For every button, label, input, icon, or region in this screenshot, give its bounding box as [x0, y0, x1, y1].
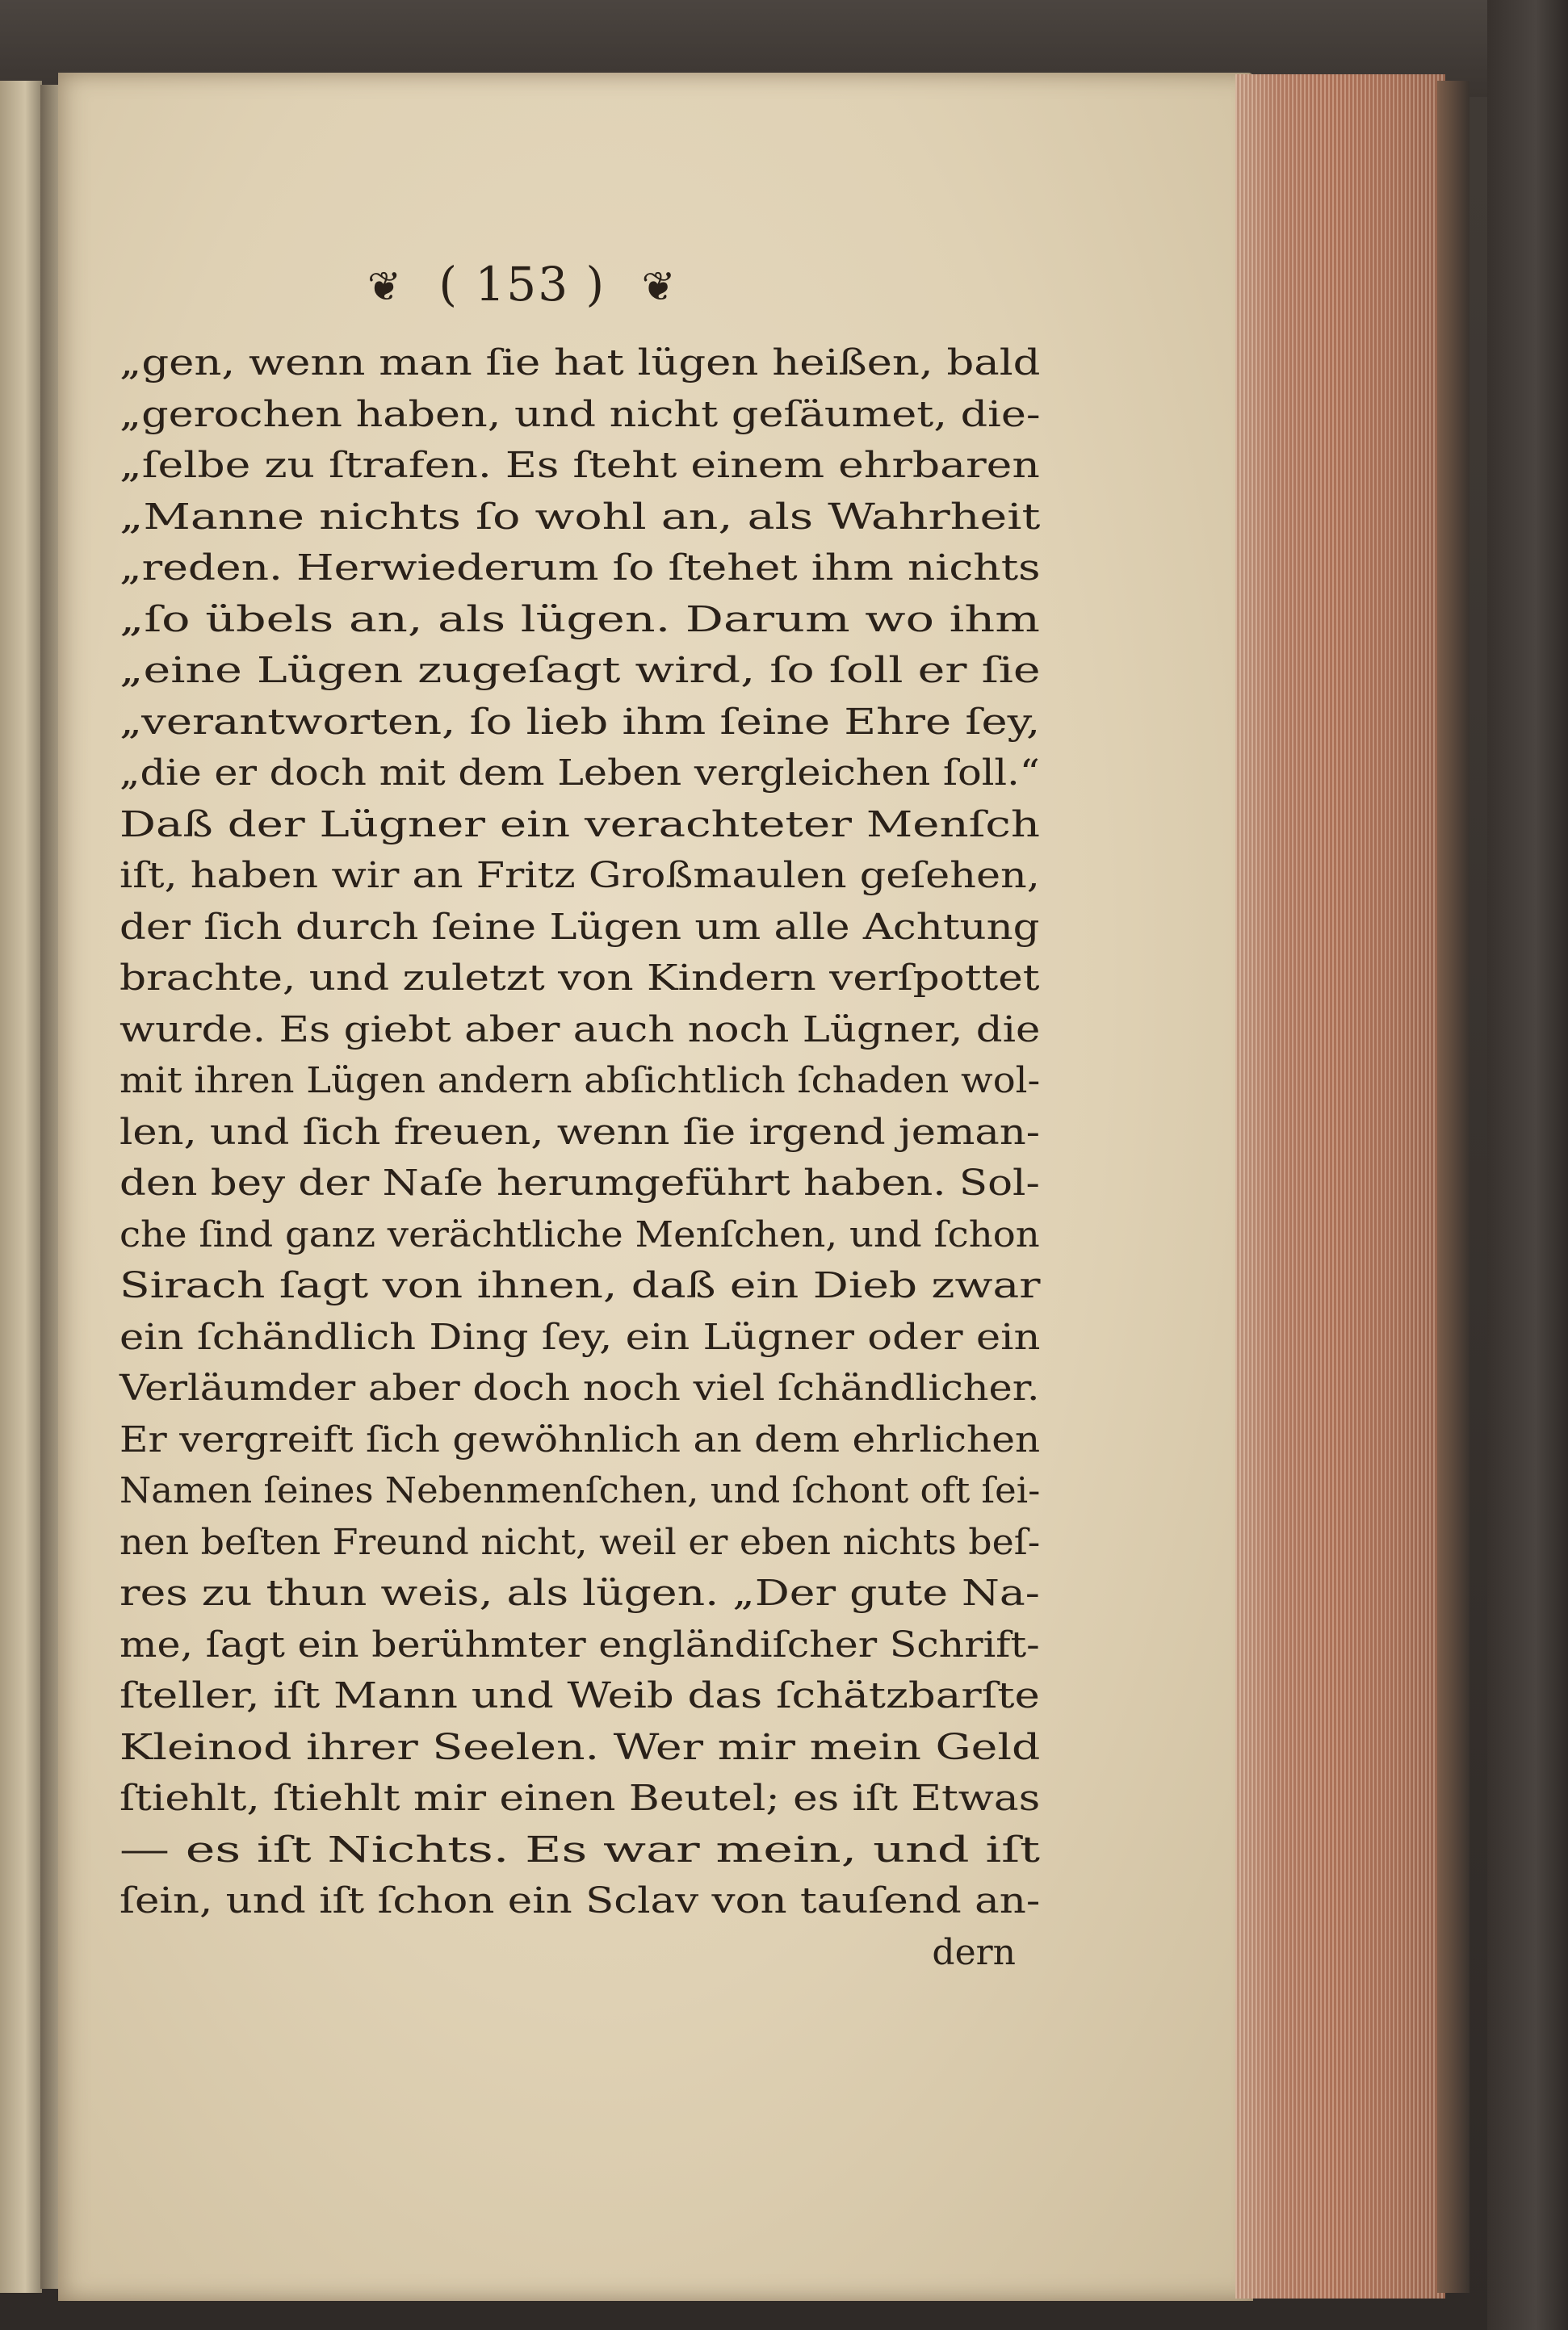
text-line: „reden. Herwiederum ſo ſtehet ihm nichts — [119, 547, 1041, 589]
text-line: „verantworten, ſo lieb ihm ſeine Ehre ſey, — [119, 701, 1041, 743]
text-line: der ſich durch ſeine Lügen um alle Achtung — [119, 906, 1040, 948]
text-line: che ſind ganz verächtliche Menſchen, und ſchon — [119, 1213, 1040, 1255]
page-number: ( 153 ) — [438, 257, 606, 312]
text-line: Verläumder aber doch noch viel ſchändlicher. — [119, 1368, 1040, 1409]
right-ornament-icon: ❦ — [641, 263, 677, 310]
text-line: „ſo übels an, als lügen. Darum wo ihm — [119, 598, 1040, 640]
text-line: „gen, wenn man ſie hat lügen heißen, bald — [119, 342, 1041, 383]
text-line: „Manne nichts ſo wohl an, als Wahrheit — [119, 496, 1041, 538]
text-line: ſtiehlt, ſtiehlt mir einen Beutel; es iſt Etwas — [119, 1778, 1041, 1819]
text-line: res zu thun weis, als lügen. „Der gute Na- — [119, 1573, 1040, 1614]
text-line: Er vergreift ſich gewöhnlich an dem ehrlichen — [119, 1419, 1041, 1460]
text-line: mit ihren Lügen andern abſichtlich ſchaden wol- — [119, 1060, 1041, 1101]
page-fore-edge — [1235, 74, 1445, 2299]
text-line: Kleinod ihrer Seelen. Wer mir mein Geld — [119, 1726, 1041, 1768]
text-line: Daß der Lügner ein verachteter Menſch — [119, 803, 1040, 845]
text-line: me, ſagt ein berühmter engländiſcher Schrift- — [119, 1624, 1040, 1666]
text-line: Sirach ſagt von ihnen, daß ein Dieb zwar — [119, 1265, 1041, 1306]
catchword: dern — [932, 1931, 1016, 1973]
text-line: brachte, und zuletzt von Kindern verſpottet — [119, 958, 1040, 999]
text-line: Namen ſeines Nebenmenſchen, und ſchont oft ſei- — [119, 1470, 1041, 1511]
book-cover-right — [1487, 0, 1568, 2330]
text-line: ſein, und iſt ſchon ein Sclav von tauſend an- — [119, 1880, 1041, 1921]
text-line: „eine Lügen zugeſagt wird, ſo ſoll er ſie — [119, 650, 1041, 691]
body-text — [119, 337, 1040, 1978]
text-line: ſteller, iſt Mann und Weib das ſchätzbarſte — [119, 1675, 1040, 1716]
text-line: nen beſten Freund nicht, weil er eben nichts beſ- — [119, 1521, 1041, 1563]
left-page-edge — [0, 81, 42, 2293]
fore-edge-shadow — [1437, 81, 1469, 2293]
text-line: len, und ſich freuen, wenn ſie irgend jeman- — [119, 1111, 1041, 1153]
left-ornament-icon: ❦ — [367, 263, 403, 310]
text-line: wurde. Es giebt aber auch noch Lügner, die — [119, 1008, 1041, 1050]
text-line: „die er doch mit dem Leben vergleichen ſoll.“ — [119, 752, 1040, 794]
text-line: „gerochen haben, und nicht geſäumet, die- — [119, 393, 1041, 435]
text-line: „ſelbe zu ſtrafen. Es ſteht einem ehrbaren — [119, 445, 1040, 486]
running-header — [367, 257, 771, 321]
text-line: ein ſchändlich Ding ſey, ein Lügner oder ein — [119, 1316, 1041, 1358]
text-line: den bey der Naſe herumgeführt haben. Sol- — [119, 1163, 1040, 1204]
text-line: iſt, haben wir an Fritz Großmaulen geſehen, — [119, 855, 1040, 896]
text-line: — es iſt Nichts. Es war mein, und iſt — [119, 1829, 1041, 1871]
